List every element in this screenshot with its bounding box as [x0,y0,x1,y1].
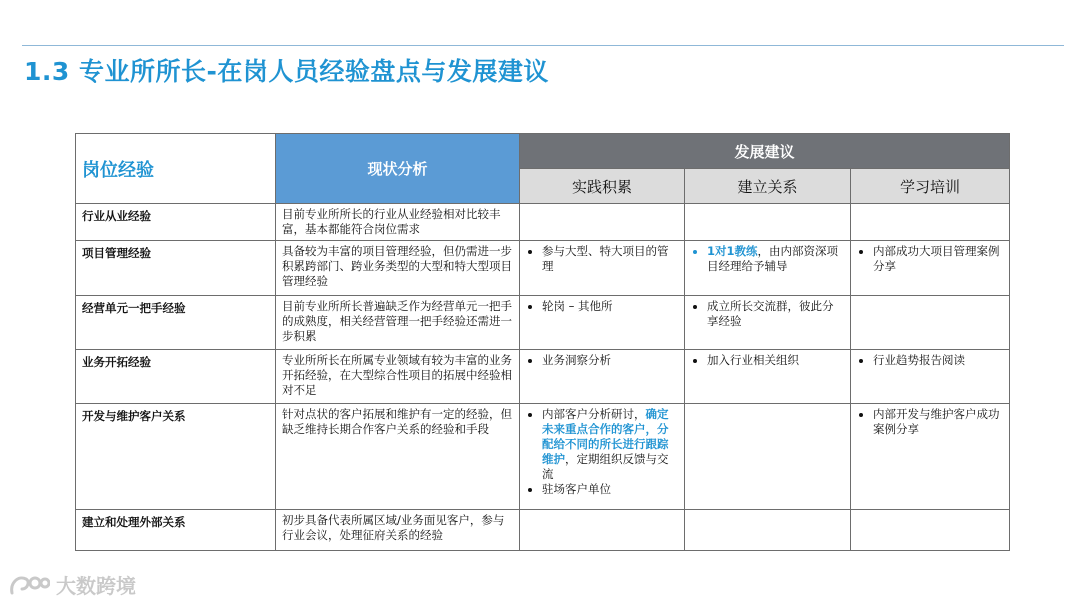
table-row [76,404,1010,510]
table-row [76,510,1010,551]
page-title: 1.3 专业所所长-在岗人员经验盘点与发展建议 [24,57,549,86]
table-row [76,241,1010,296]
header-experience: 岗位经验 [76,134,276,204]
list-item [542,407,678,482]
table-row [76,350,1010,404]
relations-cell [685,404,851,510]
practice-cell [520,296,685,350]
row-label: 开发与维护客户关系 [76,404,276,510]
list-item-text: ，由内部资深项目经理给予辅导 [707,244,839,273]
list-item-text: 内部客户分析研讨， [542,407,646,421]
practice-cell [520,204,685,241]
watermark [8,570,136,599]
highlight-text: 确定未来重点合作的客户，分配给不同的所长进行跟踪维护 [542,407,669,466]
header-practice: 实践积累 [520,169,685,204]
training-cell [851,404,1010,510]
relations-cell [685,241,851,296]
highlight-text: 1对1教练 [707,244,758,258]
top-divider [22,45,1064,46]
list-item: • 行业趋势报告阅读 [873,353,1003,368]
table-row [76,296,1010,350]
training-cell [851,510,1010,551]
list-item: • 内部开发与维护客户成功案例分享 [873,407,1003,437]
practice-cell [520,510,685,551]
brand-logo-icon [8,571,50,599]
row-status: 目前专业所所长普遍缺乏作为经营单元一把手的成熟度，相关经营管理一把手经验还需进一步积累 [276,296,520,350]
practice-cell [520,350,685,404]
training-cell [851,241,1010,296]
relations-cell [685,296,851,350]
header-status-analysis: 现状分析 [276,134,520,204]
row-label: 经营单元一把手经验 [76,296,276,350]
training-cell [851,350,1010,404]
list-item [707,244,844,274]
practice-cell [520,404,685,510]
list-item: • 成立所长交流群，彼此分享经验 [707,299,844,329]
row-status: 专业所所长在所属专业领域有较为丰富的业务开拓经验，在大型综合性项目的拓展中经验相对不足 [276,350,520,404]
practice-cell [520,241,685,296]
row-label: 建立和处理外部关系 [76,510,276,551]
row-status: 具备较为丰富的项目管理经验，但仍需进一步积累跨部门、跨业务类型的大型和特大型项目管理经验 [276,241,520,296]
experience-development-table [75,133,1010,551]
header-relations: 建立关系 [685,169,851,204]
training-cell [851,296,1010,350]
relations-cell [685,350,851,404]
list-item: • 参与大型、特大项目的管理 [542,244,678,274]
list-item: • 内部成功大项目管理案例分享 [873,244,1003,274]
list-item: • 加入行业相关组织 [707,353,844,368]
row-status: 针对点状的客户拓展和维护有一定的经验，但缺乏维持长期合作客户关系的经验和手段 [276,404,520,510]
row-status: 目前专业所所长的行业从业经验相对比较丰富，基本都能符合岗位需求 [276,204,520,241]
row-label: 业务开拓经验 [76,350,276,404]
header-development: 发展建议 [520,134,1010,169]
row-status: 初步具备代表所属区域/业务面见客户，参与行业会议，处理征府关系的经验 [276,510,520,551]
list-item-text: ，定期组织反馈与交流 [542,452,669,481]
list-item: • 驻场客户单位 [542,482,678,497]
table-row [76,204,1010,241]
row-label: 项目管理经验 [76,241,276,296]
list-item: • 业务洞察分析 [542,353,678,368]
row-label: 行业从业经验 [76,204,276,241]
header-training: 学习培训 [851,169,1010,204]
list-item: • 轮岗 – 其他所 [542,299,678,314]
relations-cell [685,510,851,551]
training-cell [851,204,1010,241]
watermark-text: 大数跨境 [56,574,136,598]
relations-cell [685,204,851,241]
